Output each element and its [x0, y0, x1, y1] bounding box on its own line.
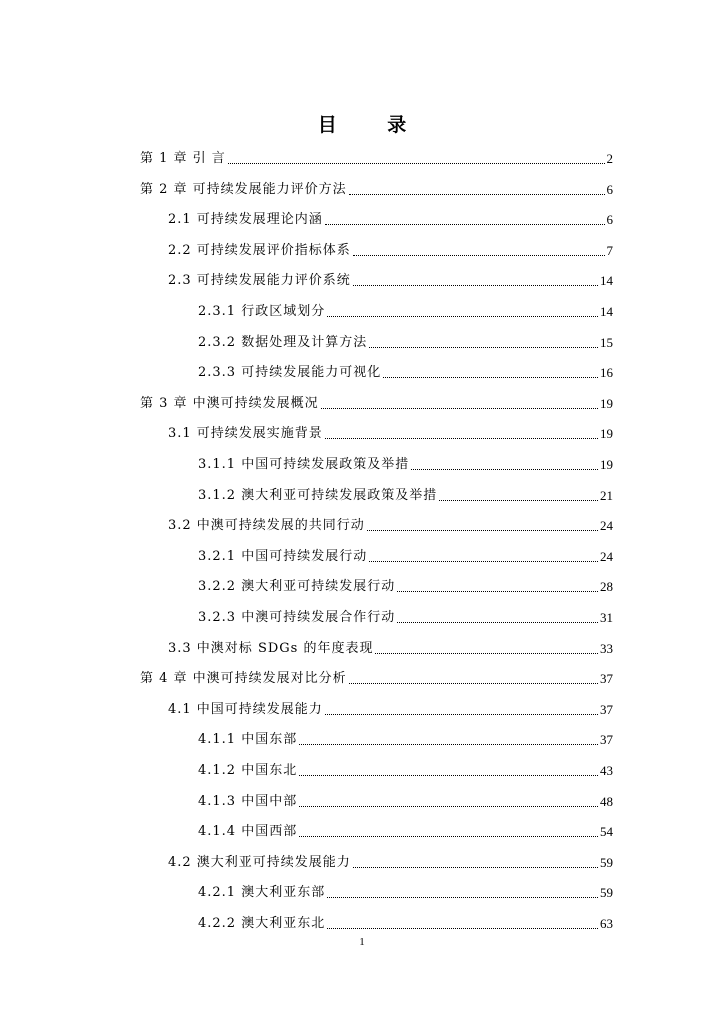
- toc-entry[interactable]: [198, 912, 613, 932]
- toc-entry-page: 6: [606, 181, 613, 197]
- toc-leader-dots: [325, 214, 605, 225]
- toc-leader-dots: [325, 704, 598, 715]
- toc-entry[interactable]: [168, 698, 613, 718]
- toc-entry-label: 4.1.4 中国西部: [198, 824, 298, 840]
- toc-entry-page: 48: [600, 793, 613, 809]
- toc-entry[interactable]: [198, 331, 613, 351]
- toc-entry[interactable]: [198, 545, 613, 565]
- toc-entry-page: 37: [600, 671, 613, 687]
- toc-entry-page: 37: [600, 732, 613, 748]
- toc-leader-dots: [299, 765, 598, 776]
- toc-entry[interactable]: [168, 208, 613, 228]
- toc-entry-label: 2.3.2 数据处理及计算方法: [198, 334, 368, 350]
- toc-entry-page: 54: [600, 824, 613, 840]
- toc-entry-label: 4.2.2 澳大利亚东北: [198, 916, 326, 931]
- toc-leader-dots: [353, 245, 605, 256]
- toc-leader-dots: [327, 306, 598, 317]
- toc-entry-label: 4.1.1 中国东部: [198, 732, 298, 748]
- toc-entry-page: 7: [606, 242, 613, 258]
- toc-entry-label: 2.3.1 行政区域划分: [198, 304, 326, 319]
- toc-entry-label: 3.1.2 澳大利亚可持续发展政策及举措: [198, 487, 438, 503]
- toc-entry-page: 59: [600, 885, 613, 901]
- toc-entry-page: 37: [600, 701, 613, 717]
- toc-leader-dots: [375, 643, 598, 654]
- toc-entry-page: 31: [600, 610, 613, 625]
- toc-leader-dots: [349, 673, 598, 684]
- toc-entry-label: 3.1.1 中国可持续发展政策及举措: [198, 457, 410, 472]
- toc-entry-label: 第 1 章 引 言: [140, 151, 226, 166]
- toc-leader-dots: [369, 337, 598, 348]
- toc-entry-label: 3.2 中澳可持续发展的共同行动: [168, 518, 365, 534]
- toc-leader-dots: [369, 551, 598, 562]
- toc-leader-dots: [349, 184, 605, 195]
- toc-entry[interactable]: [140, 147, 613, 167]
- toc-entry[interactable]: [140, 667, 613, 687]
- toc-entry[interactable]: [198, 453, 613, 473]
- toc-entry[interactable]: [198, 484, 613, 504]
- toc-entry-page: 24: [600, 518, 613, 534]
- toc-entry[interactable]: [198, 728, 613, 748]
- toc-entry-page: 59: [600, 854, 613, 870]
- toc-entry-label: 4.2.1 澳大利亚东部: [198, 885, 326, 901]
- toc-entry-label: 2.1 可持续发展理论内涵: [168, 212, 323, 228]
- toc-entry-label: 4.1 中国可持续发展能力: [168, 701, 323, 717]
- toc-entry-page: 28: [600, 579, 613, 595]
- page-title: 目 录: [317, 114, 429, 136]
- toc-entry-label: 3.3 中澳对标 SDGs 的年度表现: [168, 640, 374, 656]
- toc-entry[interactable]: [168, 514, 613, 534]
- toc-entry-label: 2.3 可持续发展能力评价系统: [168, 273, 351, 289]
- toc-entry-page: 43: [600, 763, 613, 778]
- toc-entry[interactable]: [198, 790, 613, 810]
- toc-entry-page: 14: [600, 304, 613, 319]
- toc-entry-page: 15: [600, 334, 613, 350]
- toc-leader-dots: [299, 734, 598, 745]
- toc-leader-dots: [353, 857, 598, 868]
- toc-entry-label: 3.2.3 中澳可持续发展合作行动: [198, 610, 396, 625]
- toc-entry[interactable]: [168, 239, 613, 259]
- toc-entry-page: 24: [600, 548, 613, 564]
- toc-entry-label: 4.1.2 中国东北: [198, 763, 298, 778]
- toc-entry-label: 3.2.2 澳大利亚可持续发展行动: [198, 579, 396, 595]
- toc-entry[interactable]: [198, 759, 613, 779]
- toc-entry-label: 4.2 澳大利亚可持续发展能力: [168, 854, 351, 870]
- toc-leader-dots: [299, 796, 598, 807]
- toc-leader-dots: [383, 367, 598, 378]
- toc-entry-page: 19: [600, 457, 613, 472]
- toc-entry[interactable]: [198, 881, 613, 901]
- toc-entry[interactable]: [198, 575, 613, 595]
- toc-entry[interactable]: [140, 392, 613, 412]
- toc-entry-label: 第 3 章 中澳可持续发展概况: [140, 395, 319, 411]
- footer-page-number: 1: [359, 936, 365, 948]
- toc-entry-label: 3.1 可持续发展实施背景: [168, 426, 323, 442]
- toc-entry[interactable]: [198, 361, 613, 381]
- toc-entry-label: 第 4 章 中澳可持续发展对比分析: [140, 671, 347, 687]
- toc-leader-dots: [397, 581, 598, 592]
- toc-entry[interactable]: [198, 300, 613, 320]
- toc-entry-page: 14: [600, 273, 613, 289]
- toc-entry-page: 2: [606, 151, 613, 166]
- toc-entry-page: 21: [600, 487, 613, 503]
- toc-entry[interactable]: [140, 178, 613, 198]
- toc-entry-page: 19: [600, 426, 613, 442]
- toc-entry-label: 2.2 可持续发展评价指标体系: [168, 242, 351, 258]
- toc-entry-page: 16: [600, 365, 613, 381]
- toc-entry[interactable]: [168, 637, 613, 657]
- toc-entry-page: 33: [600, 640, 613, 656]
- toc-entry-label: 第 2 章 可持续发展能力评价方法: [140, 181, 347, 197]
- toc-entry-label: 3.2.1 中国可持续发展行动: [198, 548, 368, 564]
- toc-leader-dots: [327, 887, 598, 898]
- toc-leader-dots: [228, 153, 605, 164]
- toc-entry[interactable]: [198, 820, 613, 840]
- toc-leader-dots: [327, 918, 598, 929]
- toc-leader-dots: [325, 428, 598, 439]
- toc-leader-dots: [439, 490, 598, 501]
- toc-entry-label: 4.1.3 中国中部: [198, 793, 298, 809]
- toc-entry[interactable]: [168, 851, 613, 871]
- toc-entry-page: 63: [600, 916, 613, 931]
- toc-leader-dots: [397, 612, 598, 623]
- toc-leader-dots: [411, 459, 598, 470]
- toc-entry-page: 6: [606, 212, 613, 228]
- toc-entry[interactable]: [168, 269, 613, 289]
- toc-leader-dots: [299, 826, 598, 837]
- toc-entry[interactable]: [198, 606, 613, 626]
- toc-entry-page: 19: [600, 395, 613, 411]
- toc-leader-dots: [321, 398, 598, 409]
- toc-entry-label: 2.3.3 可持续发展能力可视化: [198, 365, 382, 381]
- toc-entry[interactable]: [168, 422, 613, 442]
- toc-leader-dots: [353, 275, 598, 286]
- toc-leader-dots: [367, 520, 598, 531]
